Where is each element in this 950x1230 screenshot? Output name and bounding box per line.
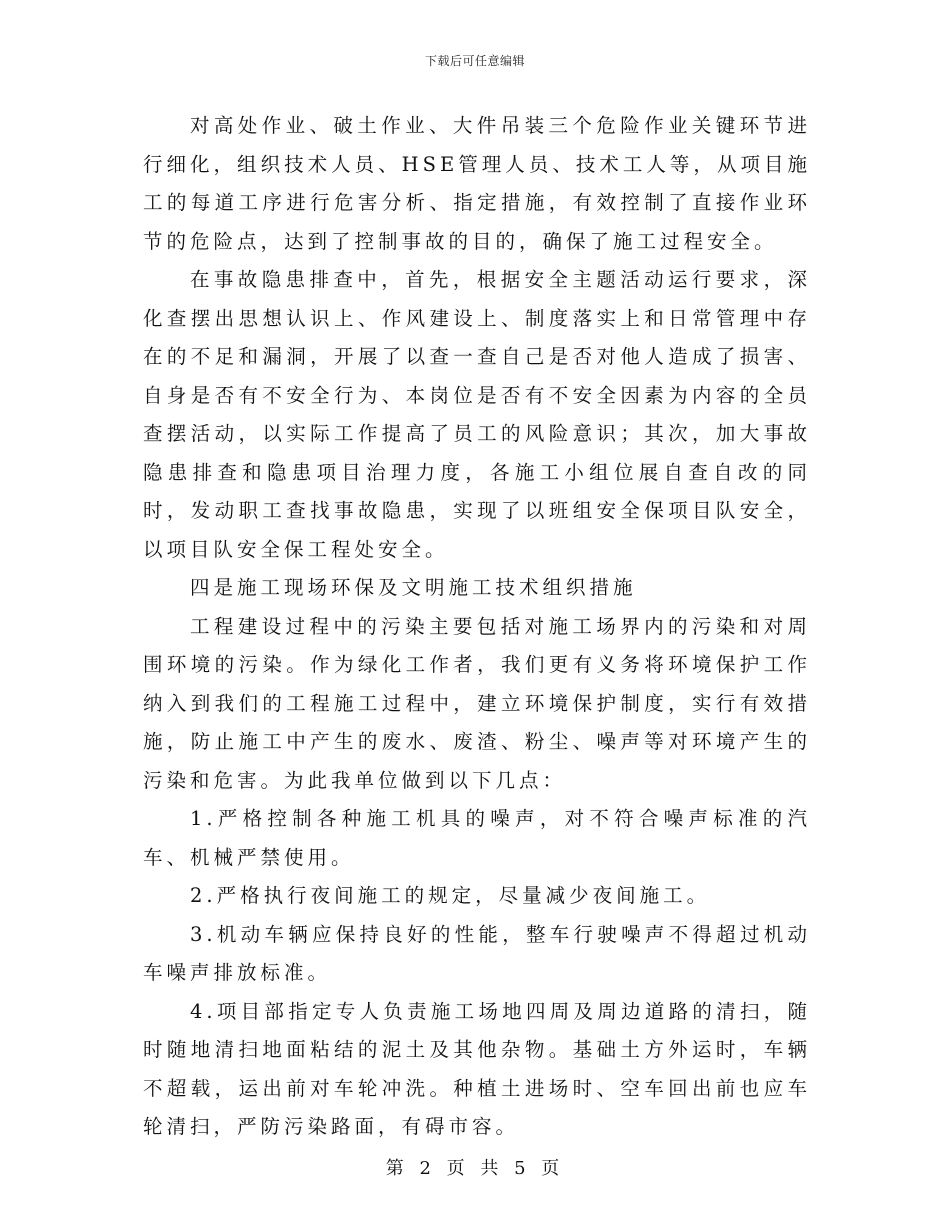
list-item-4: 4.项目部指定专人负责施工场地四周及周边道路的清扫，随时随地清扫地面粘结的泥土及其他杂物。基础土方外运时，车辆不超载，运出前对车轮冲洗。种植土进场时、空车回出前也应车轮清扫，严防污染路面，有碍市容。 — [143, 999, 811, 1138]
paragraph-hazard-investigation: 在事故隐患排查中，首先，根据安全主题活动运行要求，深化查摆出思想认识上、作风建设上、制度落实上和日常管理中存在的不足和漏洞，开展了以查一查自己是否对他人造成了损害、自身是否有不安全行为、本岗位是否有不安全因素为内容的全员查摆活动，以实际工作提高了员工的风险意识；其次，加大事故隐患排查和隐患项目治理力度，各施工小组位展自查自改的同时，发动职工查找事故隐患，实现了以班组安全保项目队安全，以项目队安全保工程处安全。 — [143, 268, 811, 561]
page-number-footer: 第 2 页 共 5 页 — [385, 1158, 565, 1179]
list-item-1: 1.严格控制各种施工机具的噪声，对不符合噪声标准的汽车、机械严禁使用。 — [143, 807, 811, 869]
document-body — [143, 107, 811, 1147]
paragraph-hazard-control: 对高处作业、破土作业、大件吊装三个危险作业关键环节进行细化，组织技术人员、HSE管理人员、技术工人等，从项目施工的每道工序进行危害分析、指定措施，有效控制了直接作业环节的危险点，达到了控制事故的目的，确保了施工过程安全。 — [143, 114, 811, 253]
list-item-2: 2.严格执行夜间施工的规定，尽量减少夜间施工。 — [190, 884, 711, 907]
download-edit-note: 下载后可任意编辑 — [424, 54, 525, 68]
paragraph-pollution-intro: 工程建设过程中的污染主要包括对施工场界内的污染和对周围环境的污染。作为绿化工作者，我们更有义务将环境保护工作纳入到我们的工程施工过程中，建立环境保护制度，实行有效措施，防止施工中产生的废水、废渣、粉尘、噪声等对环境产生的污染和危害。为此我单位做到以下几点： — [143, 614, 811, 792]
section-heading-environment: 四是施工现场环保及文明施工技术组织措施 — [190, 576, 637, 599]
list-item-3: 3.机动车辆应保持良好的性能，整车行驶噪声不得超过机动车噪声排放标准。 — [143, 922, 811, 984]
